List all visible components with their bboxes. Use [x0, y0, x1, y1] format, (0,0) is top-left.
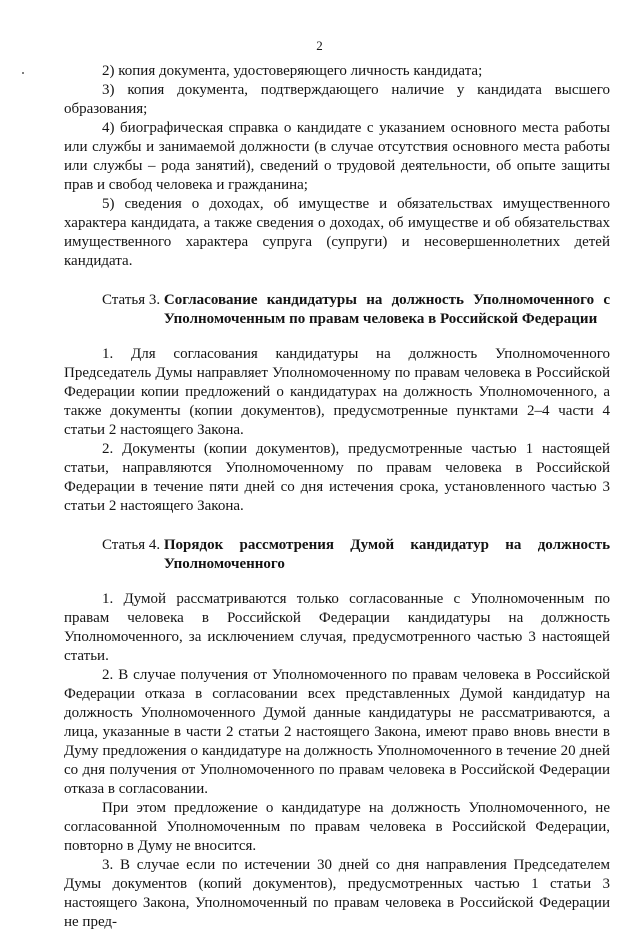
article-4-paragraph-2: 2. В случае получения от Уполномоченного по правам человека в Российской Федерации отказа в согласовании всех представленных Думой кандидатур на должность Уполномоченного Думой данные кандидатуры не рассматриваются, а лица, указанные в части 2 статьи 2 настоящего Закона, имеют право вновь внести в Думу предложения о кандидатуре на должность Уполномоченного в течение 20 дней со дня получения от Уполномоченного по правам человека в Российской Федерации отказа в согласовании.: [64, 667, 610, 797]
article-4-paragraph-3: 3. В случае если по истечении 30 дней со дня направления Председателем Думы документов (копий документов), предусмотренных частью 1 статьи 3 настоящего Закона, Уполномоченный по правам человека в Российской Федерации не пред-: [64, 857, 610, 930]
article-3-heading: [64, 291, 610, 329]
scan-speck: [22, 72, 24, 74]
article-4-title: Порядок рассмотрения Думой кандидатур на должность Уполномоченного: [163, 537, 610, 572]
list-item-2: 2) копия документа, удостоверяющего личность кандидата;: [102, 63, 483, 79]
document-body: [64, 62, 610, 932]
page-number: 2: [316, 38, 323, 53]
article-3-paragraph-2: 2. Документы (копии документов), предусмотренные частью 1 настоящей статьи, направляются Уполномоченному по правам человека в Российской Федерации в течение пяти дней со дня истечения срока, установленного частью 3 статьи 2 настоящего Закона.: [64, 441, 610, 514]
article-4-label: Статья 4.: [102, 537, 164, 553]
article-3-paragraph-1: 1. Для согласования кандидатуры на должность Уполномоченного Председатель Думы направляет Уполномоченному по правам человека в Российской Федерации копии предложений о кандидатурах на должность Уполномоченного, а также документы (копии документов), предусмотренные пунктами 2–4 части 4 статьи 2 настоящего Закона.: [64, 346, 610, 438]
list-item-4: 4) биографическая справка о кандидате с указанием основного места работы или службы и занимаемой должности (в случае отсутствия основного места работы или службы – рода занятий), сведений о трудовой деятельности, об опыте защиты прав и свобод человека и гражданина;: [64, 120, 610, 193]
spacer: [64, 329, 610, 345]
article-3-title: Согласование кандидатуры на должность Уполномоченного с Уполномоченным по правам человека в Российской Федерации: [163, 292, 610, 327]
article-4-heading: [64, 536, 610, 574]
spacer: [64, 516, 610, 536]
list-item-3: 3) копия документа, подтверждающего наличие у кандидата высшего образования;: [64, 82, 610, 117]
spacer: [64, 271, 610, 291]
article-3-label: Статья 3.: [102, 292, 164, 308]
spacer: [64, 574, 610, 590]
article-4-paragraph-2-continuation: При этом предложение о кандидатуре на должность Уполномоченного, не согласованной Уполномоченным по правам человека в Российской Федерации, повторно в Думу не вносится.: [64, 800, 610, 854]
article-4-paragraph-1: 1. Думой рассматриваются только согласованные с Уполномоченным по правам человека в Российской Федерации кандидатуры на должность Уполномоченного, за исключением случая, предусмотренного частью 3 настоящей статьи.: [64, 591, 610, 664]
list-item-5: 5) сведения о доходах, об имуществе и обязательствах имущественного характера кандидата, а также сведения о доходах, об имуществе и об обязательствах имущественного характера супруга (супруги) и несовершеннолетних детей кандидата.: [64, 196, 610, 269]
